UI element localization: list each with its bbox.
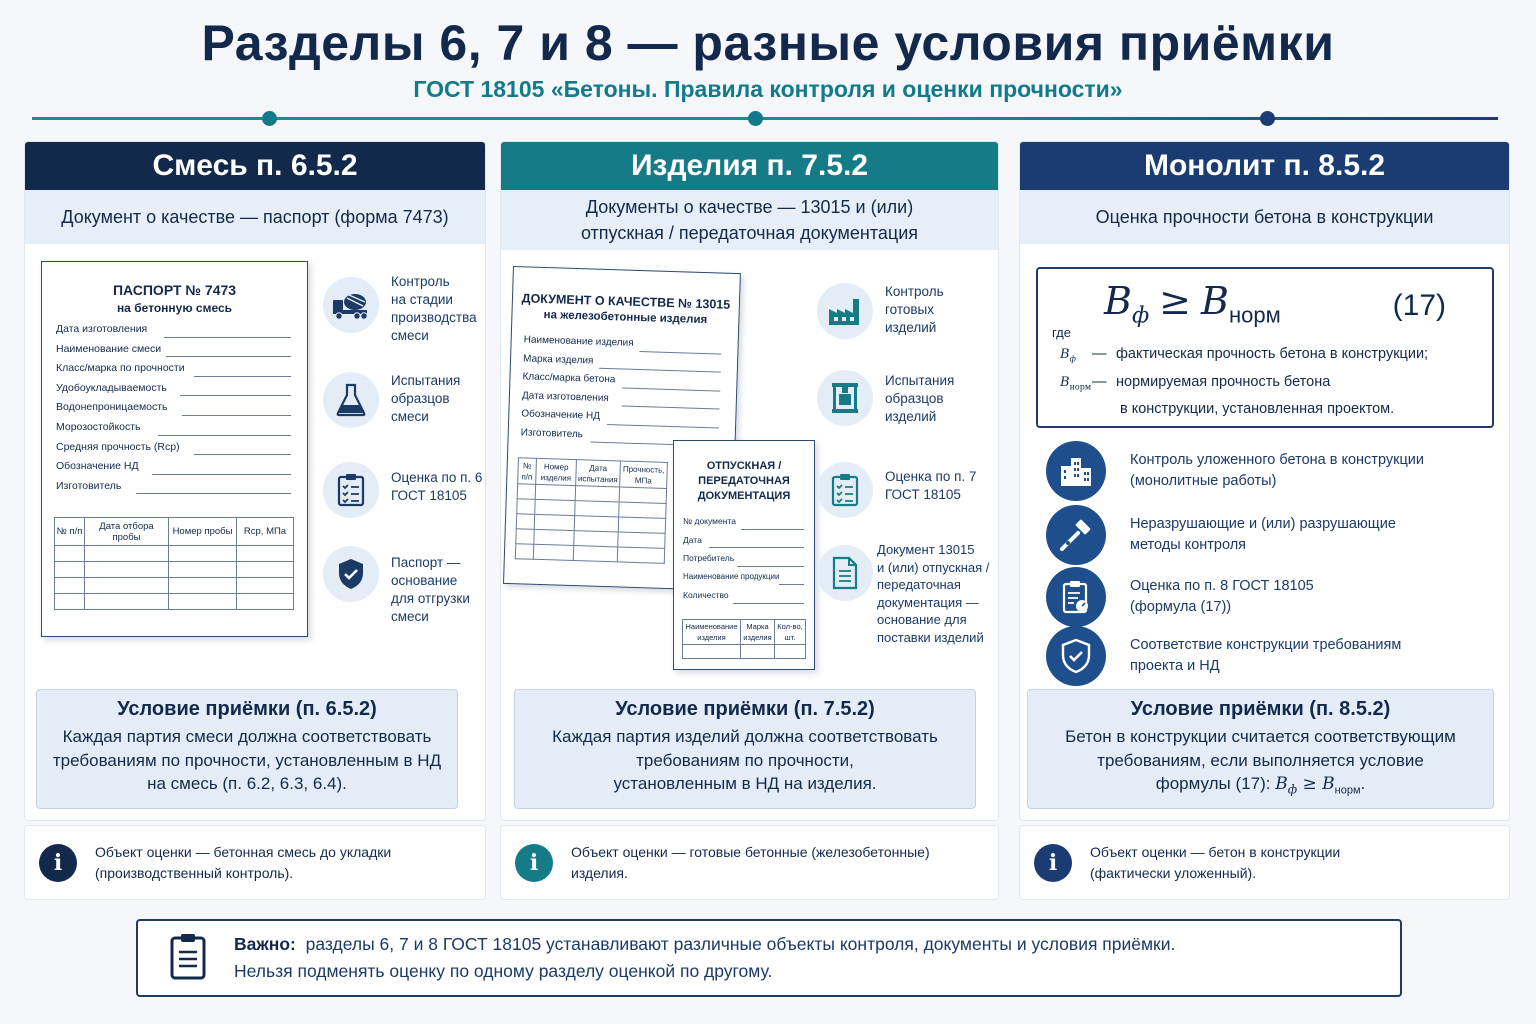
subheader-line: Документ о качестве — паспорт (форма 7473): [61, 207, 449, 227]
info-icon: i: [1034, 844, 1072, 882]
acceptance-condition: [514, 689, 976, 809]
transfer-title: ОТПУСКНАЯ / ПЕРЕДАТОЧНАЯ ДОКУМЕНТАЦИЯ: [697, 460, 791, 502]
table-header: Дата испытания: [576, 460, 621, 487]
table-header: Номер изделия: [536, 458, 577, 485]
doc-field: Класс/марка бетона: [522, 371, 720, 396]
formula-box: [1036, 267, 1494, 428]
object-text: Объект оценки — готовые бетонные (железобетонные) изделия.: [571, 843, 930, 881]
doc-field: Дата: [683, 535, 804, 554]
checklist-icon: [817, 462, 873, 518]
passport-subtitle: на бетонную смесь: [116, 301, 233, 315]
important-text: Важно: разделы 6, 7 и 8 ГОСТ 18105 устанавливают различные объекты контроля, документы и условия приёмки. Нельзя подменять оценку по одному разделу оценкой по другому.: [234, 934, 1176, 981]
page-title: Разделы 6, 7 и 8 — разные условия приёмки: [201, 15, 1335, 71]
transfer-document: [673, 440, 815, 670]
passport-field: Водонепроницаемость: [56, 401, 291, 421]
hammer-icon: [1046, 505, 1106, 565]
column-monolith-subheader: [1020, 190, 1509, 244]
feature-text: Контроль на стадии производства смеси: [391, 274, 477, 343]
feature-item: [817, 462, 976, 518]
subheader-line: Оценка прочности бетона в конструкции: [1095, 207, 1434, 227]
factory-icon: [817, 283, 873, 339]
timeline-divider: [32, 117, 1498, 120]
important-label: Важно:: [234, 934, 296, 954]
passport-title: ПАСПОРТ № 7473: [112, 282, 237, 298]
column-monolith-header: Монолит п. 8.5.2: [1020, 142, 1509, 190]
feature-item: [323, 546, 470, 626]
passport-field: Удобоукладываемость: [56, 382, 291, 402]
formula-definitions: $B_ф$ — фактическая прочность бетона в конструкции; $B_{норм}—$ нормируемая прочность бетона в конструкции, установленная проектом.: [1060, 346, 1429, 418]
column-products: [500, 141, 999, 821]
acceptance-condition: [36, 689, 458, 809]
table-header: Наименование изделия: [683, 619, 741, 644]
feature-item: [1046, 626, 1401, 686]
info-icon: i: [39, 844, 77, 882]
table-header: Марка изделия: [741, 619, 775, 644]
doc13015-table: [515, 457, 668, 564]
column-products-header: Изделия п. 7.5.2: [501, 142, 998, 190]
acceptance-condition: [1027, 689, 1494, 809]
column-mix-subheader: [25, 190, 485, 244]
object-text: Объект оценки — бетон в конструкции (фактически уложенный).: [1090, 843, 1341, 881]
passport-field: Морозостойкость: [56, 421, 291, 441]
feature-item: [817, 542, 990, 647]
doc-field: Количество: [683, 590, 804, 609]
doc-field: Марка изделия: [523, 353, 721, 378]
timeline-dot: [748, 111, 763, 126]
column-products-subheader: [501, 190, 998, 250]
feature-item: [323, 462, 482, 518]
object-note-products: [500, 825, 999, 900]
feature-text: Контроль уложенного бетона в конструкции (монолитные работы): [1130, 452, 1424, 489]
shield-check-icon: [1046, 626, 1106, 686]
formula-where: где: [1052, 325, 1071, 340]
condition-body: Бетон в конструкции считается соответствующим требованиям, если выполняется условие формулы (17): $B_ф \ge B_{норм}$.: [1065, 727, 1456, 797]
feature-text: Оценка по п. 6 ГОСТ 18105: [391, 470, 483, 503]
feature-text: Контроль готовых изделий: [885, 284, 944, 335]
table-header: Прочность, МПа: [620, 461, 668, 488]
feature-text: Испытания образцов смеси: [391, 373, 461, 424]
feature-item: [1046, 505, 1396, 565]
formula-17: $B_ф \ge B_{норм}$: [1104, 279, 1281, 329]
doc-field: № документа: [683, 516, 804, 535]
checklist-icon: [323, 462, 379, 518]
clipboard-icon: [168, 932, 208, 985]
timeline-dot: [1260, 111, 1275, 126]
condition-body: Каждая партия изделий должна соответствовать требованиям по прочности, установленным в НД на изделия.: [552, 727, 938, 793]
passport-field: Класс/марка по прочности: [56, 362, 291, 382]
column-mix: [24, 141, 486, 821]
transfer-table: [682, 619, 806, 659]
object-text: Объект оценки — бетонная смесь до укладки (производственный контроль).: [95, 843, 392, 881]
feature-item: [323, 274, 477, 345]
passport-field: Обозначение НД: [56, 460, 291, 480]
clipboard-gauge-icon: [1046, 567, 1106, 627]
condition-body: Каждая партия смеси должна соответствовать требованиям по прочности, установленным в НД на смесь (п. 6.2, 6.3, 6.4).: [52, 727, 442, 793]
doc-field: Дата изготовления: [522, 390, 720, 415]
doc-field: Потребитель: [683, 553, 804, 572]
formula-number: (17): [1392, 289, 1446, 322]
feature-item: [1046, 567, 1314, 627]
subheader-line: Документы о качестве — 13015 и (или): [585, 197, 914, 217]
shield-check-icon: [323, 546, 379, 602]
feature-text: Соответствие конструкции требованиям проекта и НД: [1130, 637, 1402, 674]
doc-field: Наименование продукции: [683, 572, 804, 591]
important-note: [136, 919, 1402, 997]
passport-table: [54, 517, 294, 610]
feature-text: Испытания образцов изделий: [885, 373, 955, 424]
doc-field: Обозначение НД: [521, 408, 719, 433]
doc13015-title: ДОКУМЕНТ О КАЧЕСТВЕ № 13015: [521, 291, 731, 312]
condition-title: Условие приёмки (п. 7.5.2): [615, 698, 875, 720]
doc-field: Наименование изделия: [523, 334, 721, 359]
table-header: № п/п: [518, 458, 537, 485]
feature-text: Документ 13015 и (или) отпускная / передаточная документация — основание для поставки изделий: [877, 542, 990, 645]
info-icon: i: [515, 844, 553, 882]
doc13015-subtitle: на железобетонные изделия: [543, 308, 708, 327]
concrete-mixer-icon: [323, 277, 379, 333]
table-header: Номер пробы: [169, 518, 237, 546]
feature-item: [817, 370, 954, 426]
passport-document: [41, 261, 308, 637]
subheader-line: отпускная / передаточная документация: [580, 223, 919, 243]
condition-title: Условие приёмки (п. 8.5.2): [1130, 698, 1391, 720]
table-header: № п/п: [55, 518, 85, 546]
passport-field: Дата изготовления: [56, 323, 291, 343]
object-note-monolith: [1019, 825, 1510, 900]
press-test-icon: [817, 370, 873, 426]
document-icon: [817, 545, 873, 601]
page-subtitle: ГОСТ 18105 «Бетоны. Правила контроля и оценки прочности»: [413, 76, 1123, 102]
passport-field: Наименование смеси: [56, 343, 291, 363]
column-monolith: [1019, 141, 1510, 821]
timeline-dot: [262, 111, 277, 126]
feature-text: Оценка по п. 7 ГОСТ 18105: [885, 469, 977, 502]
feature-text: Паспорт — основание для отгрузки смеси: [391, 555, 470, 624]
passport-field: Средняя прочность (Rср): [56, 441, 291, 461]
doc-field: Изготовитель: [520, 427, 718, 452]
feature-text: Оценка по п. 8 ГОСТ 18105 (формула (17)): [1130, 578, 1314, 615]
column-mix-header: Смесь п. 6.5.2: [25, 142, 485, 190]
feature-item: [817, 283, 944, 339]
flask-icon: [323, 372, 379, 428]
condition-title: Условие приёмки (п. 6.5.2): [117, 698, 377, 720]
feature-text: Неразрушающие и (или) разрушающие методы контроля: [1130, 516, 1396, 553]
table-header: Дата отбора пробы: [85, 518, 169, 546]
feature-item: [323, 372, 460, 428]
buildings-icon: [1046, 441, 1106, 501]
feature-item: [1046, 441, 1424, 501]
table-header: Кол-во, шт.: [775, 619, 806, 644]
passport-field: Изготовитель: [56, 480, 291, 500]
object-note-mix: [24, 825, 486, 900]
table-header: Rср, МПа: [237, 518, 294, 546]
